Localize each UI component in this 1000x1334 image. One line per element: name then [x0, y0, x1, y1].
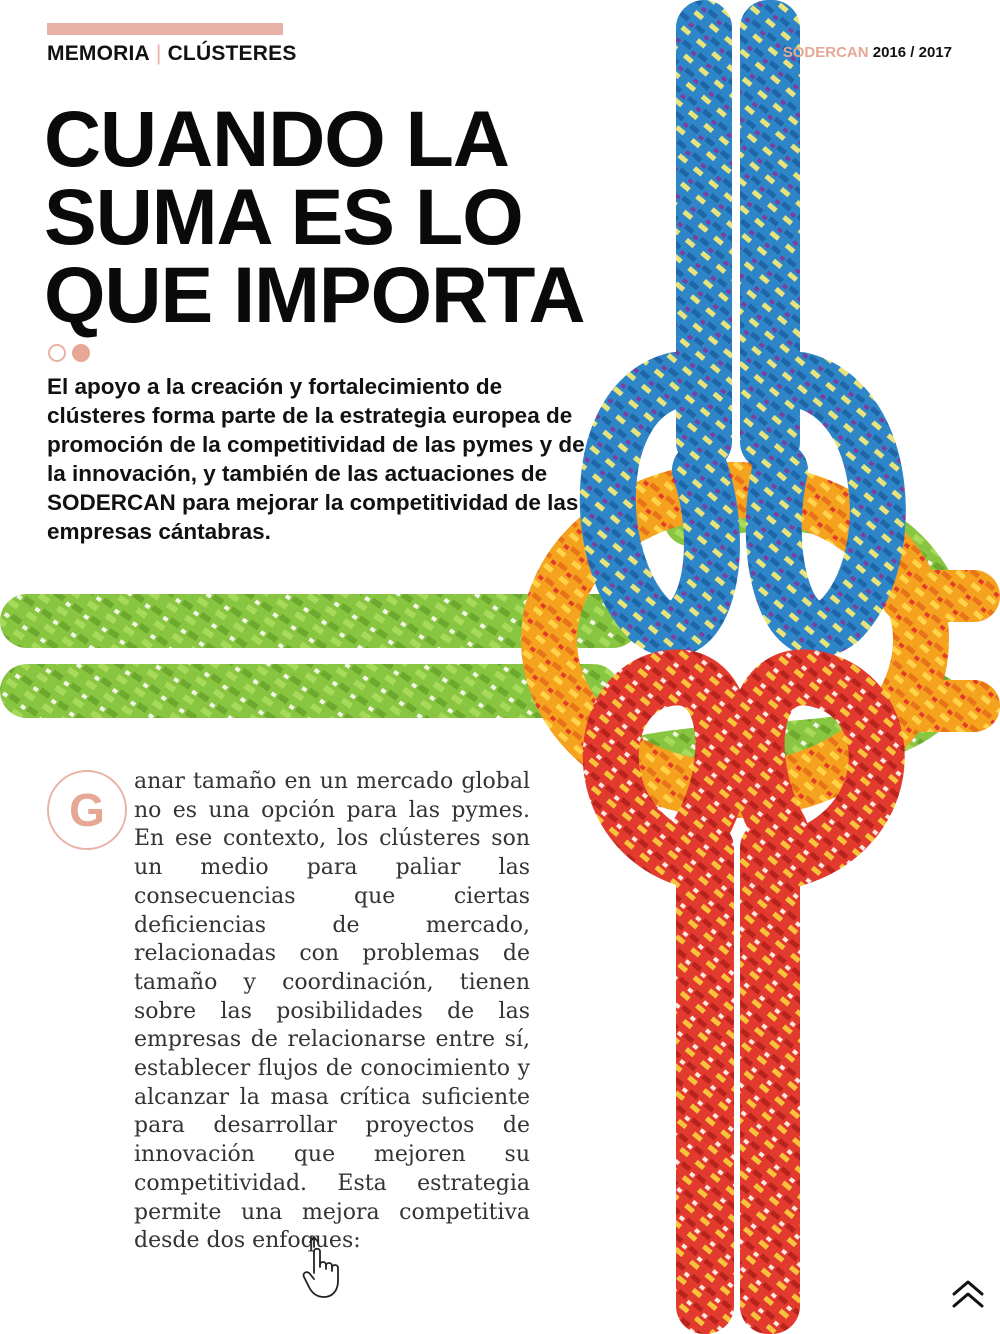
section-label — [47, 42, 297, 66]
section-name: MEMORIA — [47, 42, 150, 65]
filled-dot-icon — [72, 344, 90, 362]
brand-name: SODERCAN — [782, 44, 869, 61]
section-separator: | — [155, 42, 162, 65]
outline-dot-icon — [48, 344, 66, 362]
page-title: CUANDO LA SUMA ES LO QUE IMPORTA — [44, 94, 585, 339]
body-paragraph: anar tamaño en un mercado global no es una opción para las pymes. En ese contexto, los clústeres son un medio para paliar las consecuencias que ciertas deficiencias de mercado, relacionadas con problemas de tamaño y coordinación, tienen sobre las posibilidades de las empresas de relacionarse entre sí, establecer flujos de conocimiento y alcanzar la masa crítica suficiente para desarrollar proyectos de innovación que mejoren su competitividad. Esta estrategia permite una mejora competitiva desde dos enfoques: — [134, 769, 530, 1254]
double-chevron-up-icon[interactable] — [948, 1276, 988, 1312]
intro-paragraph: El apoyo a la creación y fortalecimiento de clústeres forma parte de la estrategia europea de promoción de la competitividad de las pymes y de la innovación, y también de las actuaciones de SODERCAN para mejorar la competitividad de las empresas cántabras. — [47, 374, 585, 544]
edition-label — [783, 44, 952, 61]
drop-cap: G — [47, 770, 127, 850]
subsection-name: CLÚSTERES — [167, 42, 297, 65]
tap-hand-icon[interactable] — [300, 1233, 352, 1303]
edition-years: 2016 / 2017 — [872, 44, 952, 61]
decorative-dots — [48, 344, 96, 362]
section-accent-bar — [47, 23, 283, 35]
